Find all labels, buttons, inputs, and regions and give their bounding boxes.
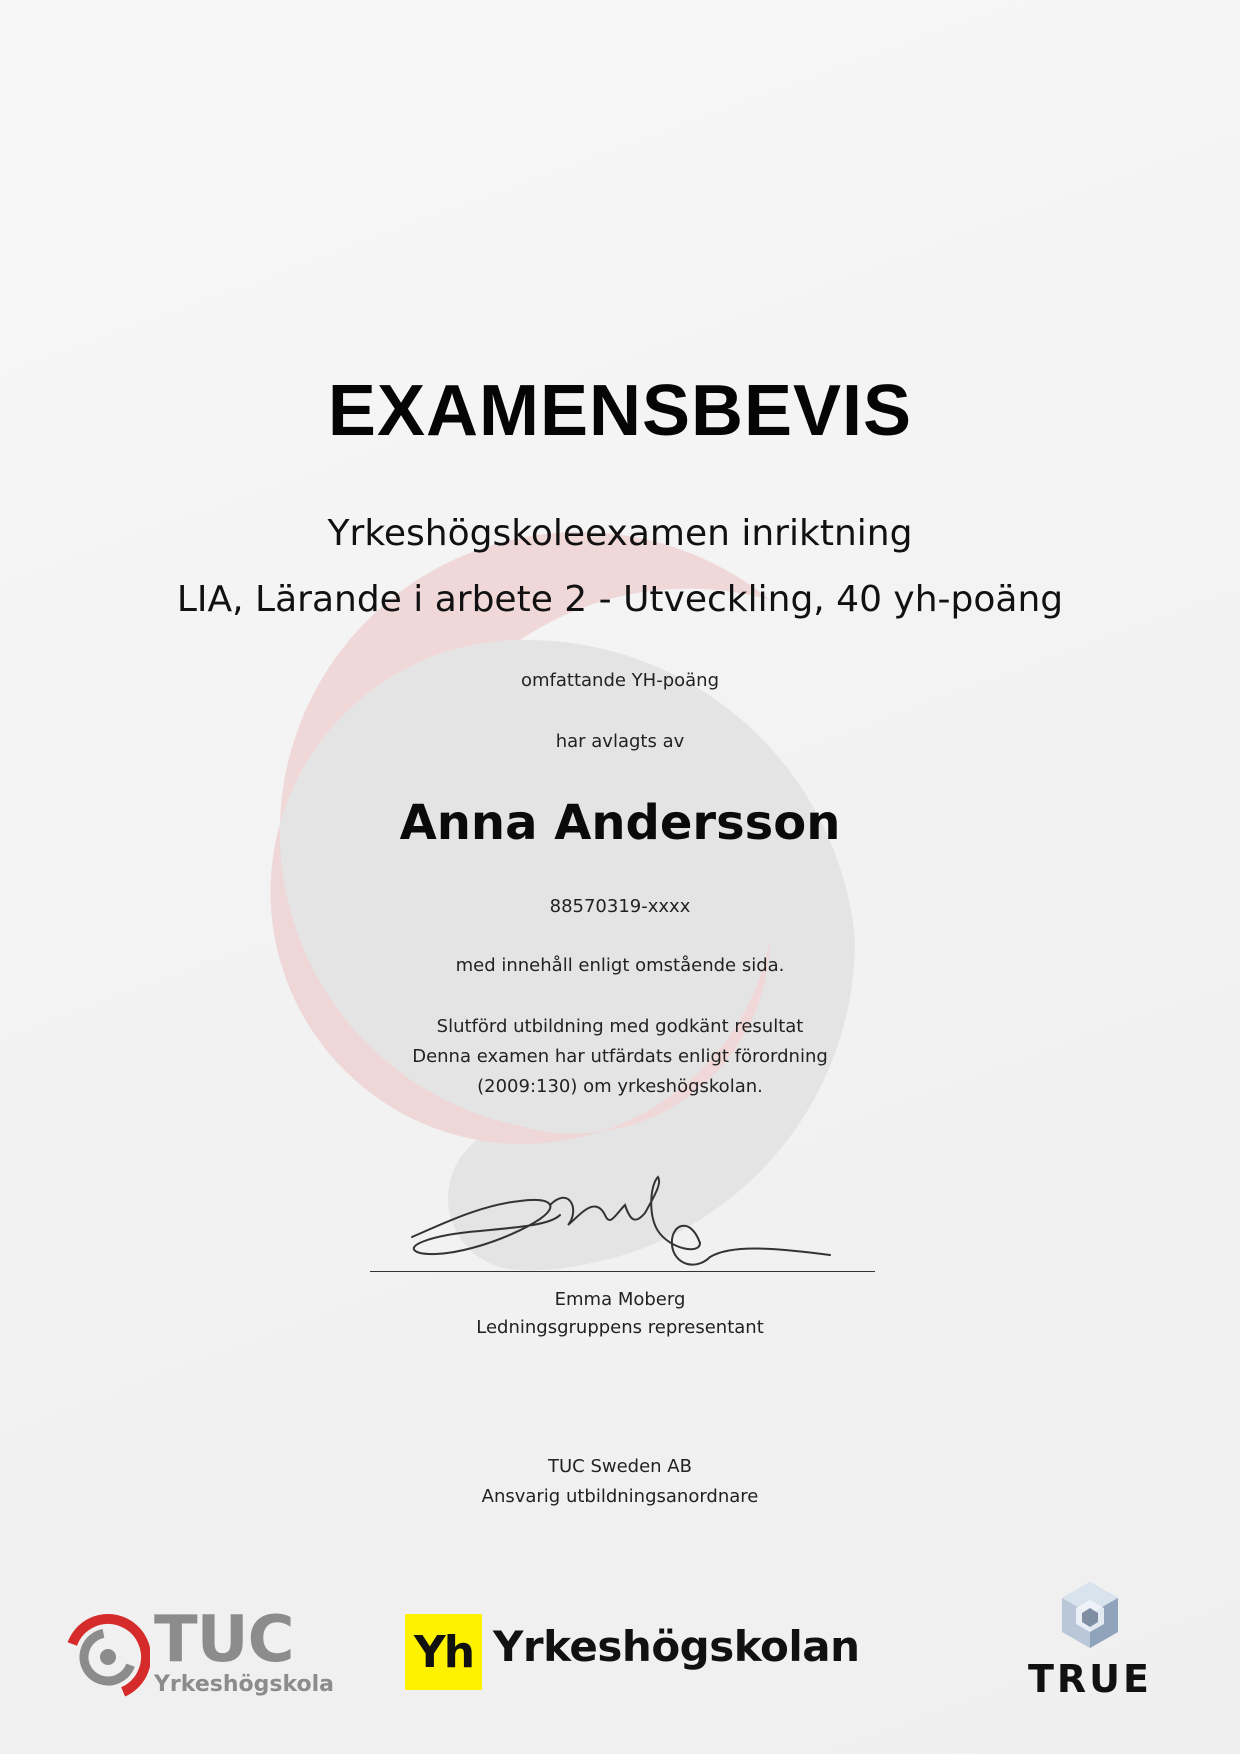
tuc-logo-subtext: Yrkeshögskola — [154, 1672, 334, 1697]
result-line-3: (2009:130) om yrkeshögskolan. — [477, 1076, 763, 1097]
organization-name: TUC Sweden AB — [548, 1456, 692, 1477]
tuc-logo — [66, 1603, 336, 1704]
signatory-name: Emma Moberg — [554, 1289, 686, 1310]
yh-logo — [405, 1614, 860, 1692]
organization-role: Ansvarig utbildningsanordnare — [481, 1486, 759, 1507]
hexagon-icon — [1058, 1580, 1122, 1650]
signature — [400, 1175, 840, 1275]
tuc-logo-text: TUC — [154, 1603, 294, 1677]
degree-line-2: LIA, Lärande i arbete 2 - Utveckling, 40 yh-poäng — [176, 579, 1064, 620]
true-logo-text: TRUE — [1028, 1657, 1152, 1701]
signature-line — [370, 1271, 875, 1272]
signatory-role: Ledningsgruppens representant — [476, 1317, 764, 1338]
recipient-name: Anna Andersson — [399, 795, 841, 851]
personal-number: 88570319-xxxx — [549, 896, 691, 917]
result-block — [0, 1012, 1240, 1102]
content-reference: med innehåll enligt omstående sida. — [455, 955, 785, 976]
organization-block — [0, 1452, 1240, 1512]
certificate-title: EXAMENSBEVIS — [327, 371, 913, 451]
credits-text: omfattande YH-poäng — [520, 670, 720, 691]
true-logo — [1024, 1580, 1156, 1700]
awarded-text: har avlagts av — [555, 731, 685, 752]
yh-logo-box: Yh — [405, 1614, 482, 1690]
tuc-swirl-icon — [66, 1612, 150, 1702]
result-line-1: Slutförd utbildning med godkänt resultat — [436, 1016, 804, 1037]
degree-line-1: Yrkeshögskoleexamen inriktning — [327, 513, 913, 554]
result-line-2: Denna examen har utfärdats enligt förordning — [412, 1046, 828, 1067]
signatory-block — [0, 1286, 1240, 1342]
yh-logo-text: Yrkeshögskolan — [493, 1622, 860, 1671]
